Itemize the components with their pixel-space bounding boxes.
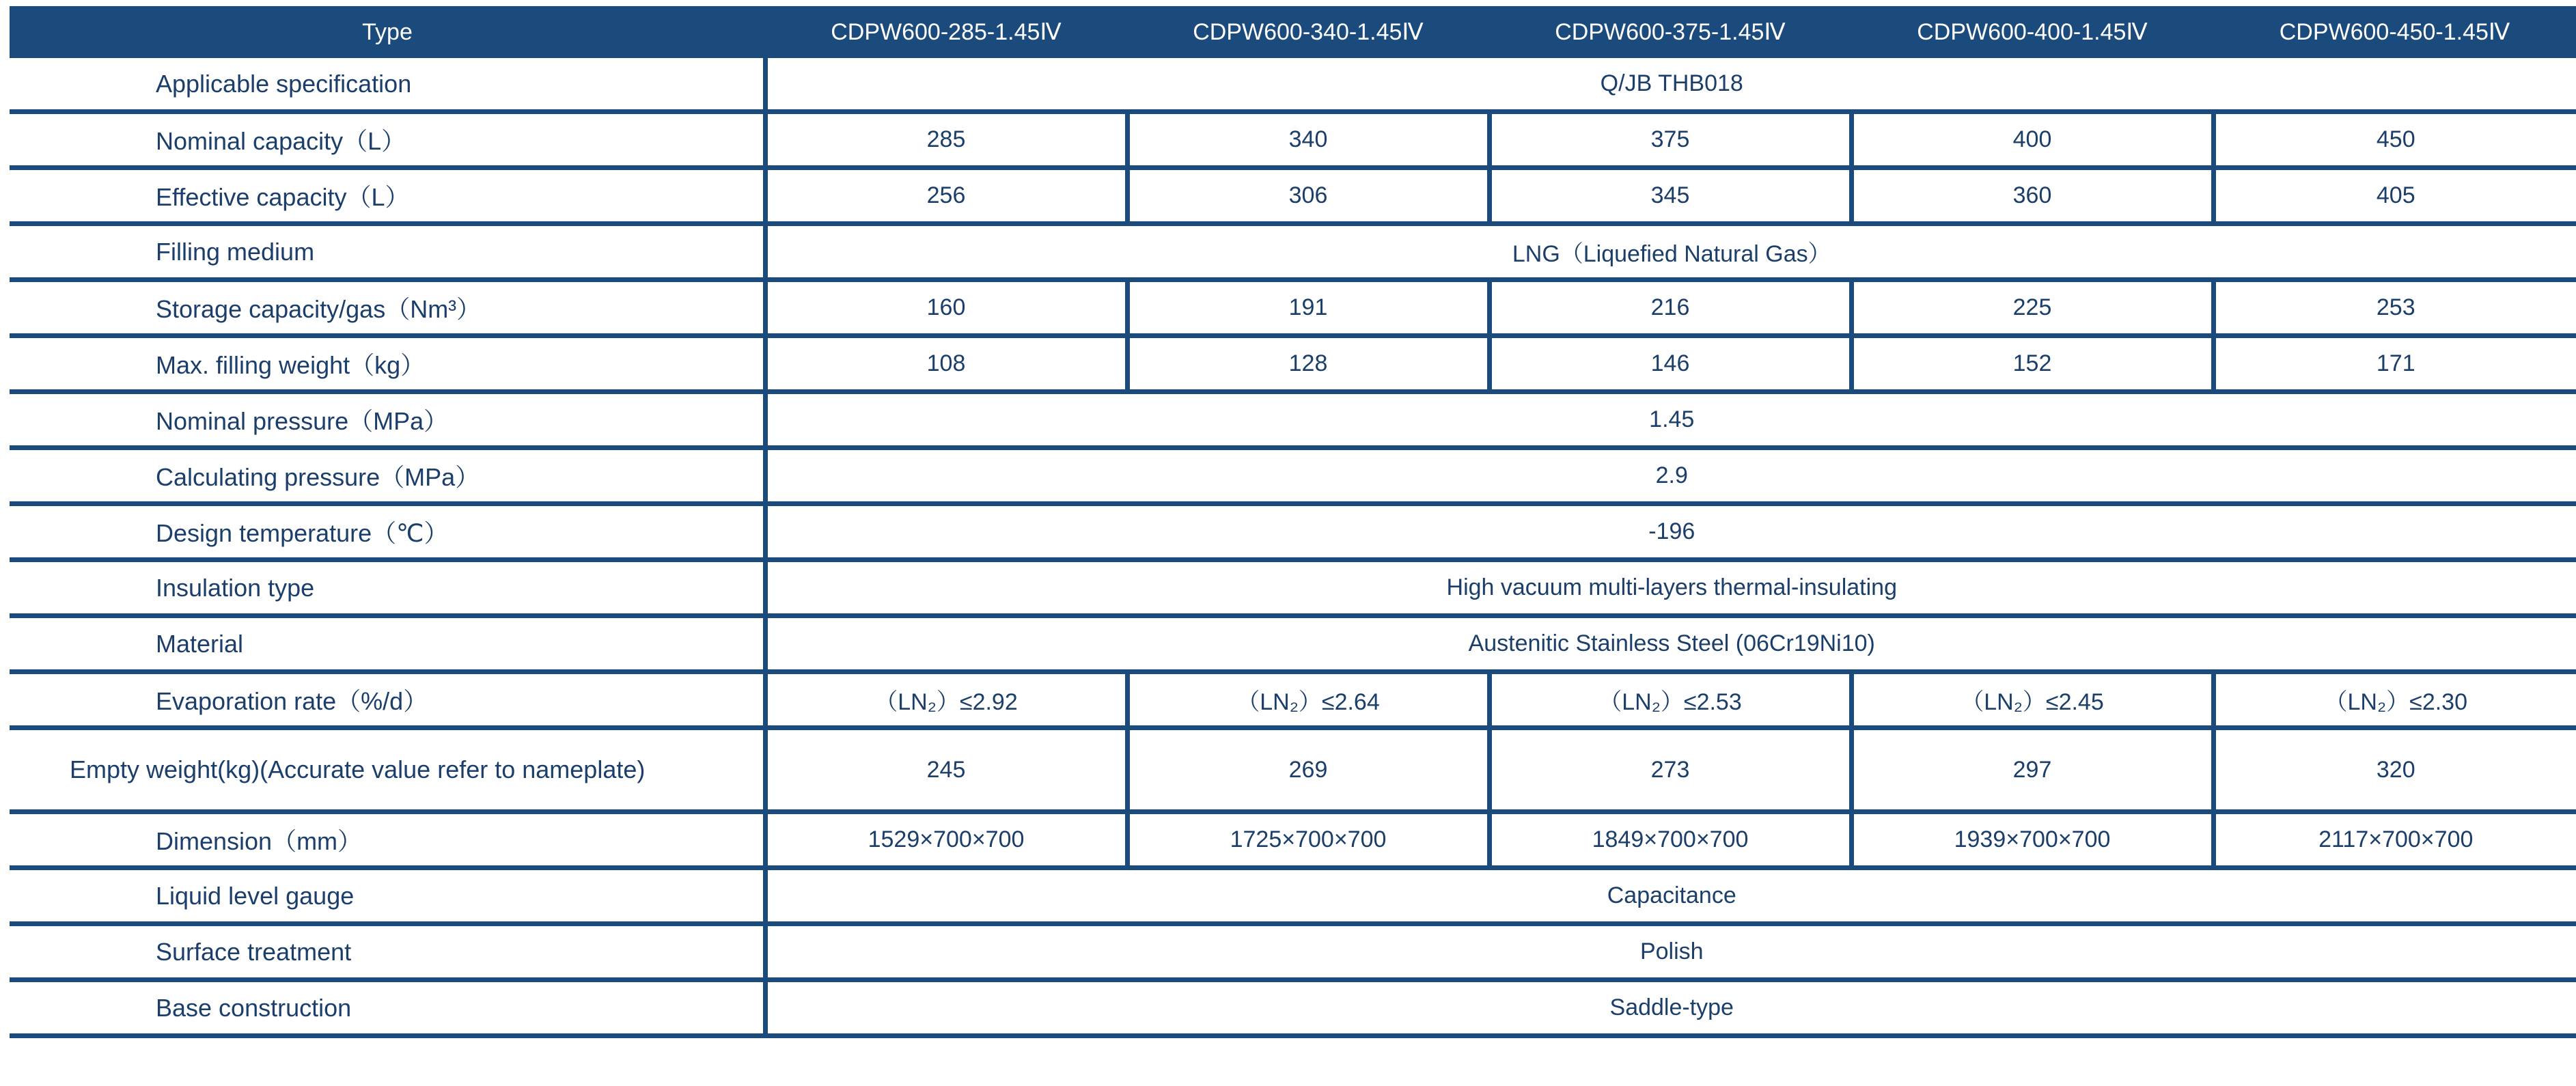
row-label: Applicable specification [10, 58, 765, 112]
row-label: Effective capacity（L） [10, 168, 765, 224]
row-empty-weight [10, 728, 2576, 812]
row-storage-capacity [10, 280, 2576, 336]
header-model: CDPW600-375-1.45Ⅳ [1489, 6, 1851, 58]
cell-value: 306 [1127, 168, 1489, 224]
row-value: Saddle-type [765, 980, 2576, 1036]
cell-value: 146 [1489, 336, 1851, 392]
row-surface-treatment [10, 924, 2576, 980]
row-label: Liquid level gauge [10, 868, 765, 924]
cell-value: 345 [1489, 168, 1851, 224]
row-label: Design temperature（℃） [10, 504, 765, 560]
row-value: Austenitic Stainless Steel (06Cr19Ni10) [765, 616, 2576, 672]
cell-value: 360 [1851, 168, 2213, 224]
row-value: Capacitance [765, 868, 2576, 924]
cell-value: 1725×700×700 [1127, 812, 1489, 868]
cell-value: 285 [765, 112, 1127, 168]
cell-value: 1849×700×700 [1489, 812, 1851, 868]
cell-value: （LN₂）≤2.30 [2213, 672, 2576, 728]
row-label: Max. filling weight（kg） [10, 336, 765, 392]
cell-value: 108 [765, 336, 1127, 392]
cell-value: 405 [2213, 168, 2576, 224]
cell-value: （LN₂）≤2.92 [765, 672, 1127, 728]
cell-value: （LN₂）≤2.45 [1851, 672, 2213, 728]
row-label: Nominal capacity（L） [10, 112, 765, 168]
cell-value: （LN₂）≤2.53 [1489, 672, 1851, 728]
cell-value: 216 [1489, 280, 1851, 336]
cell-value: 191 [1127, 280, 1489, 336]
cell-value: 400 [1851, 112, 2213, 168]
specification-table [10, 6, 2576, 1038]
header-type: Type [10, 6, 765, 58]
row-nominal-capacity [10, 112, 2576, 168]
row-label: Evaporation rate（%/d） [10, 672, 765, 728]
cell-value: 269 [1127, 728, 1489, 812]
cell-value: 256 [765, 168, 1127, 224]
cell-value: 253 [2213, 280, 2576, 336]
cell-value: 375 [1489, 112, 1851, 168]
row-value: Q/JB THB018 [765, 58, 2576, 112]
header-model: CDPW600-400-1.45Ⅳ [1851, 6, 2213, 58]
row-design-temperature [10, 504, 2576, 560]
row-evaporation-rate [10, 672, 2576, 728]
row-label: Filling medium [10, 224, 765, 280]
row-effective-capacity [10, 168, 2576, 224]
cell-value: 273 [1489, 728, 1851, 812]
row-label: Dimension（mm） [10, 812, 765, 868]
row-nominal-pressure [10, 392, 2576, 448]
cell-value: 171 [2213, 336, 2576, 392]
row-filling-medium [10, 224, 2576, 280]
row-label: Empty weight(kg)(Accurate value refer to nameplate) [10, 728, 765, 812]
cell-value: 128 [1127, 336, 1489, 392]
cell-value: 2117×700×700 [2213, 812, 2576, 868]
row-label: Material [10, 616, 765, 672]
header-model: CDPW600-285-1.45Ⅳ [765, 6, 1127, 58]
header-row [10, 6, 2576, 58]
row-value: 1.45 [765, 392, 2576, 448]
cell-value: 1529×700×700 [765, 812, 1127, 868]
cell-value: 152 [1851, 336, 2213, 392]
header-model: CDPW600-340-1.45Ⅳ [1127, 6, 1489, 58]
cell-value: 1939×700×700 [1851, 812, 2213, 868]
row-label: Surface treatment [10, 924, 765, 980]
row-base-construction [10, 980, 2576, 1036]
cell-value: 245 [765, 728, 1127, 812]
cell-value: 320 [2213, 728, 2576, 812]
row-applicable-specification [10, 58, 2576, 112]
row-max-filling-weight [10, 336, 2576, 392]
row-value: LNG（Liquefied Natural Gas） [765, 224, 2576, 280]
cell-value: （LN₂）≤2.64 [1127, 672, 1489, 728]
row-calculating-pressure [10, 448, 2576, 504]
row-label: Calculating pressure（MPa） [10, 448, 765, 504]
header-model: CDPW600-450-1.45Ⅳ [2213, 6, 2576, 58]
row-label: Insulation type [10, 560, 765, 616]
row-label: Base construction [10, 980, 765, 1036]
row-value: Polish [765, 924, 2576, 980]
cell-value: 297 [1851, 728, 2213, 812]
row-liquid-level-gauge [10, 868, 2576, 924]
row-dimension [10, 812, 2576, 868]
row-insulation-type [10, 560, 2576, 616]
row-value: High vacuum multi-layers thermal-insulating [765, 560, 2576, 616]
row-label: Nominal pressure（MPa） [10, 392, 765, 448]
cell-value: 340 [1127, 112, 1489, 168]
cell-value: 450 [2213, 112, 2576, 168]
row-value: 2.9 [765, 448, 2576, 504]
row-material [10, 616, 2576, 672]
cell-value: 225 [1851, 280, 2213, 336]
row-value: -196 [765, 504, 2576, 560]
row-label: Storage capacity/gas（Nm³） [10, 280, 765, 336]
cell-value: 160 [765, 280, 1127, 336]
